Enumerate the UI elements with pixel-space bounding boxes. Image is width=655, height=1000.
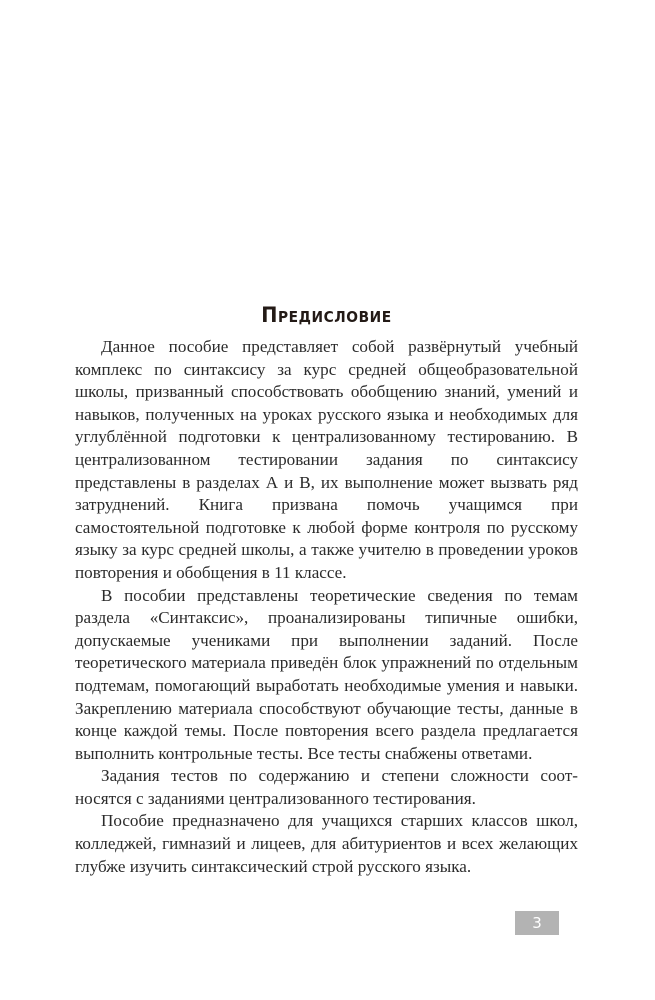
page-number-badge: 3 bbox=[515, 911, 559, 935]
paragraph: Задания тестов по содержанию и степени сложности соотносятся с заданиями централизованного тестирования. bbox=[75, 766, 578, 808]
page-title: Предисловие bbox=[261, 303, 392, 328]
body-text-block bbox=[75, 336, 578, 878]
paragraph: В пособии представлены теоретические сведения по темам раздела «Синтаксис», проанализированы типичные ошибки, допускаемые учениками при выполнении заданий. После теоретического материала приведён блок упражнений по отдельным подтемам, помогающий выработать необходимые умения и навыки. Закреплению материала способствуют обучающие тесты, данные в конце каждой темы. После повторения всего раздела предлагается выполнить контрольные тесты. Все тесты снабжены ответами. bbox=[75, 585, 578, 763]
paragraph: Данное пособие представляет собой развёрнутый учебный комплекс по синтаксису за курс средней общеобразовательной школы, призванный способствовать обобщению знаний, умений и навыков, полученных на уроках русского языка и необходимых для углублённой подготовки к централизованному тестированию. В централизованном тестировании задания по синтаксису представлены в разделах А и В, их выполнение может вызвать ряд затруднений. Книга призвана помочь учащимся при самостоятельной подготовке к любой форме контроля по русскому языку за курс средней школы, а также учителю в проведении уроков повторения и обобщения в 11 классе. bbox=[75, 337, 578, 582]
paragraph: Пособие предназначено для учащихся старших классов школ, колледжей, гимназий и лицеев, для абитуриентов и всех желающих глубже изучить синтаксический строй русского языка. bbox=[75, 811, 578, 876]
